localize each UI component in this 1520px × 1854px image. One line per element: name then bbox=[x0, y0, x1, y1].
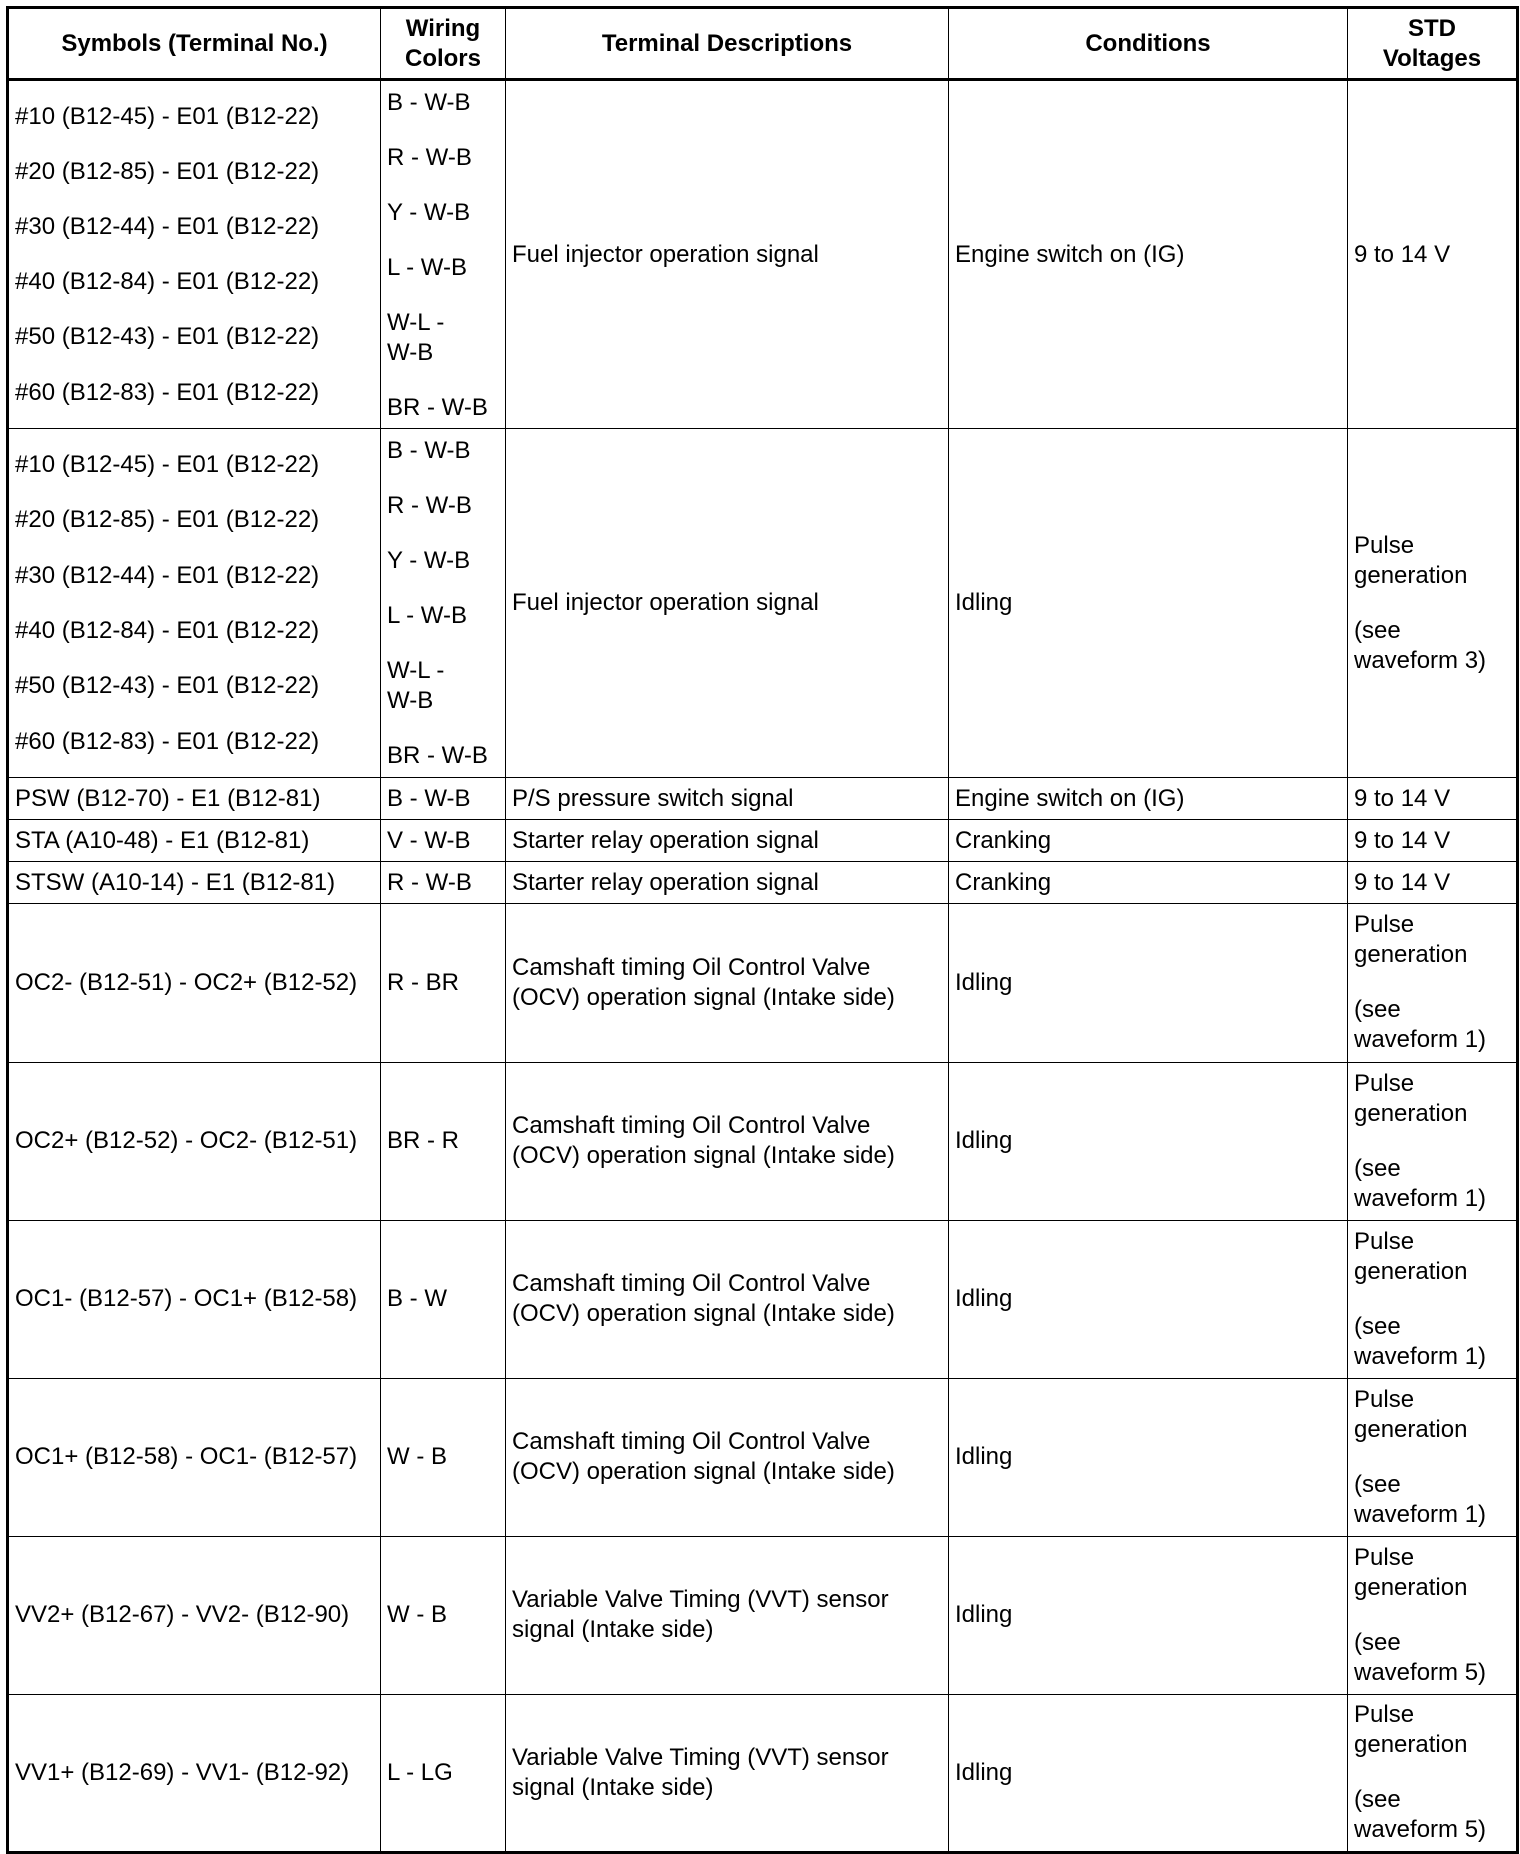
description-cell: Fuel injector operation signal bbox=[506, 429, 949, 778]
table-row bbox=[8, 1694, 1518, 1852]
condition-cell: Idling bbox=[949, 429, 1348, 778]
symbol-cell bbox=[8, 80, 381, 429]
symbol-cell: STSW (A10-14) - E1 (B12-81) bbox=[8, 862, 381, 904]
symbol-cell: OC1+ (B12-58) - OC1- (B12-57) bbox=[8, 1378, 381, 1536]
condition-cell: Engine switch on (IG) bbox=[949, 80, 1348, 429]
wiring-cell: B - W bbox=[381, 1220, 506, 1378]
wire-color: Y - W-B bbox=[387, 198, 471, 226]
wiring-cell bbox=[381, 80, 506, 429]
wire-color: W-L - bbox=[387, 657, 445, 685]
voltage-cell: 9 to 14 V bbox=[1348, 862, 1518, 904]
condition-cell: Idling bbox=[949, 904, 1348, 1062]
voltage-cell: Pulse generation (see waveform 1) bbox=[1348, 904, 1518, 1062]
wire-color: B - W-B bbox=[387, 437, 471, 465]
injector-symbol: #50 (B12-43) - E01 (B12-22) bbox=[15, 672, 320, 700]
injector-symbol: #10 (B12-45) - E01 (B12-22) bbox=[15, 102, 320, 130]
description-cell: Variable Valve Timing (VVT) sensor signal (Intake side) bbox=[506, 1536, 949, 1694]
wiring-cell: BR - R bbox=[381, 1062, 506, 1220]
wire-color: W-L - bbox=[387, 308, 445, 336]
description-cell: Variable Valve Timing (VVT) sensor signal (Intake side) bbox=[506, 1694, 949, 1852]
injector-symbol: #10 (B12-45) - E01 (B12-22) bbox=[15, 450, 320, 478]
injector-symbol: #50 (B12-43) - E01 (B12-22) bbox=[15, 323, 320, 351]
table-row bbox=[8, 904, 1518, 1062]
terminal-spec-table bbox=[6, 6, 1519, 1854]
description-cell: P/S pressure switch signal bbox=[506, 778, 949, 820]
symbol-cell: OC2+ (B12-52) - OC2- (B12-51) bbox=[8, 1062, 381, 1220]
symbol-cell: OC2- (B12-51) - OC2+ (B12-52) bbox=[8, 904, 381, 1062]
wiring-cell: B - W-B bbox=[381, 778, 506, 820]
header-std-voltages: STD Voltages bbox=[1348, 8, 1518, 80]
injector-symbol: #60 (B12-83) - E01 (B12-22) bbox=[15, 378, 320, 406]
wiring-cell: W - B bbox=[381, 1378, 506, 1536]
condition-cell: Cranking bbox=[949, 820, 1348, 862]
wire-color: BR - W-B bbox=[387, 393, 488, 421]
symbol-cell: VV2+ (B12-67) - VV2- (B12-90) bbox=[8, 1536, 381, 1694]
injector-symbol: #20 (B12-85) - E01 (B12-22) bbox=[15, 506, 320, 534]
injector-symbol: #40 (B12-84) - E01 (B12-22) bbox=[15, 616, 320, 644]
table-row bbox=[8, 80, 1518, 429]
symbol-cell: PSW (B12-70) - E1 (B12-81) bbox=[8, 778, 381, 820]
wire-color: L - W-B bbox=[387, 253, 468, 281]
voltage-cell: Pulse generation (see waveform 3) bbox=[1348, 429, 1518, 778]
wiring-cell: R - W-B bbox=[381, 862, 506, 904]
table-row bbox=[8, 778, 1518, 820]
condition-cell: Idling bbox=[949, 1220, 1348, 1378]
table-row bbox=[8, 429, 1518, 778]
description-cell: Fuel injector operation signal bbox=[506, 80, 949, 429]
voltage-cell: 9 to 14 V bbox=[1348, 778, 1518, 820]
header-conditions: Conditions bbox=[949, 8, 1348, 80]
wire-color: B - W-B bbox=[387, 88, 471, 116]
description-cell: Camshaft timing Oil Control Valve (OCV) operation signal (Intake side) bbox=[506, 1220, 949, 1378]
injector-symbol: #30 (B12-44) - E01 (B12-22) bbox=[15, 212, 320, 240]
injector-symbol: #40 (B12-84) - E01 (B12-22) bbox=[15, 268, 320, 296]
wiring-cell bbox=[381, 429, 506, 778]
wiring-cell: V - W-B bbox=[381, 820, 506, 862]
wire-color: W-B bbox=[387, 338, 434, 366]
symbol-cell: STA (A10-48) - E1 (B12-81) bbox=[8, 820, 381, 862]
condition-cell: Engine switch on (IG) bbox=[949, 778, 1348, 820]
description-cell: Starter relay operation signal bbox=[506, 820, 949, 862]
voltage-cell: 9 to 14 V bbox=[1348, 80, 1518, 429]
wiring-cell: R - BR bbox=[381, 904, 506, 1062]
wire-color: Y - W-B bbox=[387, 547, 471, 575]
description-cell: Starter relay operation signal bbox=[506, 862, 949, 904]
wire-color: BR - W-B bbox=[387, 742, 488, 770]
voltage-cell: Pulse generation (see waveform 5) bbox=[1348, 1694, 1518, 1852]
table-row bbox=[8, 1062, 1518, 1220]
injector-symbol: #20 (B12-85) - E01 (B12-22) bbox=[15, 157, 320, 185]
header-row bbox=[8, 8, 1518, 80]
table-row bbox=[8, 820, 1518, 862]
wire-color: L - W-B bbox=[387, 602, 468, 630]
table-row bbox=[8, 1378, 1518, 1536]
header-symbols: Symbols (Terminal No.) bbox=[8, 8, 381, 80]
header-wiring-colors: Wiring Colors bbox=[381, 8, 506, 80]
voltage-cell: 9 to 14 V bbox=[1348, 820, 1518, 862]
wiring-cell: W - B bbox=[381, 1536, 506, 1694]
voltage-cell: Pulse generation (see waveform 1) bbox=[1348, 1378, 1518, 1536]
condition-cell: Idling bbox=[949, 1062, 1348, 1220]
wire-color: W-B bbox=[387, 687, 434, 715]
voltage-cell: Pulse generation (see waveform 5) bbox=[1348, 1536, 1518, 1694]
injector-symbol: #30 (B12-44) - E01 (B12-22) bbox=[15, 561, 320, 589]
condition-cell: Idling bbox=[949, 1694, 1348, 1852]
condition-cell: Idling bbox=[949, 1378, 1348, 1536]
condition-cell: Cranking bbox=[949, 862, 1348, 904]
description-cell: Camshaft timing Oil Control Valve (OCV) operation signal (Intake side) bbox=[506, 1062, 949, 1220]
table-row bbox=[8, 1536, 1518, 1694]
symbol-cell: OC1- (B12-57) - OC1+ (B12-58) bbox=[8, 1220, 381, 1378]
symbol-cell: VV1+ (B12-69) - VV1- (B12-92) bbox=[8, 1694, 381, 1852]
description-cell: Camshaft timing Oil Control Valve (OCV) operation signal (Intake side) bbox=[506, 1378, 949, 1536]
voltage-cell: Pulse generation (see waveform 1) bbox=[1348, 1220, 1518, 1378]
symbol-cell bbox=[8, 429, 381, 778]
voltage-cell: Pulse generation (see waveform 1) bbox=[1348, 1062, 1518, 1220]
injector-symbol: #60 (B12-83) - E01 (B12-22) bbox=[15, 727, 320, 755]
table-row bbox=[8, 862, 1518, 904]
table-row bbox=[8, 1220, 1518, 1378]
description-cell: Camshaft timing Oil Control Valve (OCV) operation signal (Intake side) bbox=[506, 904, 949, 1062]
wire-color: R - W-B bbox=[387, 143, 472, 171]
header-terminal-descriptions: Terminal Descriptions bbox=[506, 8, 949, 80]
wire-color: R - W-B bbox=[387, 492, 472, 520]
wiring-cell: L - LG bbox=[381, 1694, 506, 1852]
condition-cell: Idling bbox=[949, 1536, 1348, 1694]
